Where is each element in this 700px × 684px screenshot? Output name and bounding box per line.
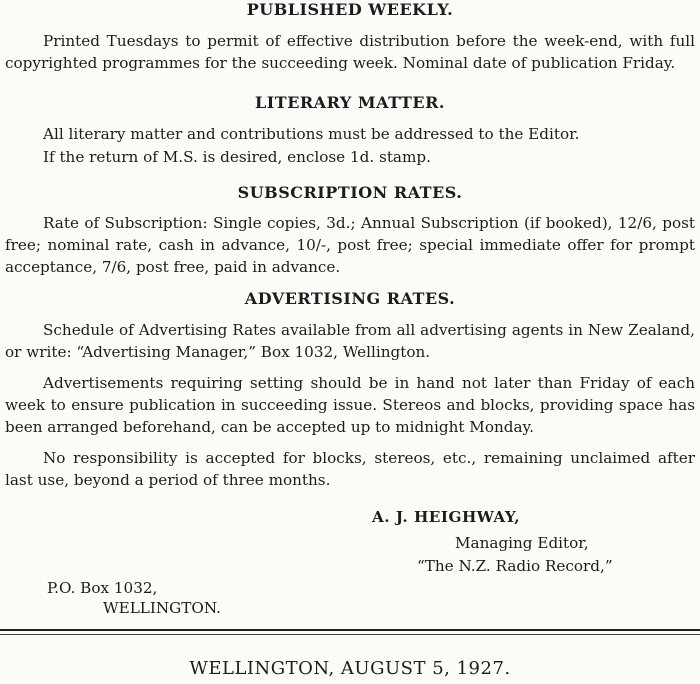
address-po-box: P.O. Box 1032,: [47, 579, 158, 597]
heading-advertising-rates: ADVERTISING RATES.: [244, 289, 456, 308]
heading-published-weekly: PUBLISHED WEEKLY.: [246, 0, 454, 19]
advertising-paragraph-1: Schedule of Advertising Rates available from all advertising agents in New Zealand, or write: “Advertising Manager,” Box 1032, Wellington.: [5, 321, 695, 361]
literary-line-1: All literary matter and contributions must be addressed to the Editor.: [43, 125, 580, 143]
signature-publication: “The N.Z. Radio Record,”: [417, 557, 613, 575]
literary-line-2: If the return of M.S. is desired, enclose 1d. stamp.: [43, 148, 431, 166]
heading-subscription-rates: SUBSCRIPTION RATES.: [237, 183, 463, 202]
dateline: WELLINGTON, AUGUST 5, 1927.: [189, 658, 511, 679]
advertising-paragraph-3: No responsibility is accepted for blocks, stereos, etc., remaining unclaimed after last use, beyond a period of three months.: [5, 449, 695, 489]
signature-name: A. J. HEIGHWAY,: [372, 508, 521, 526]
divider-rule: [0, 629, 700, 631]
heading-literary-matter: LITERARY MATTER.: [255, 93, 445, 112]
subscription-text: Rate of Subscription: Single copies, 3d.; Annual Subscription (if booked), 12/6, post free; nominal rate, cash in advance, 10/-, post free; special immediate offer for prompt acceptance, 7/6, post free, paid in advance.: [5, 214, 695, 276]
divider-rule-thin: [0, 634, 700, 635]
address-city: WELLINGTON.: [103, 599, 222, 617]
published-weekly-text: Printed Tuesdays to permit of effective distribution before the week-end, with full copyrighted programmes for the succeeding week. Nominal date of publication Friday.: [5, 32, 695, 72]
advertising-paragraph-2: Advertisements requiring setting should be in hand not later than Friday of each week to ensure publication in succeeding issue. Stereos and blocks, providing space has been arranged beforehand, can be accepted up to midnight Monday.: [5, 374, 695, 436]
signature-title: Managing Editor,: [455, 534, 589, 552]
